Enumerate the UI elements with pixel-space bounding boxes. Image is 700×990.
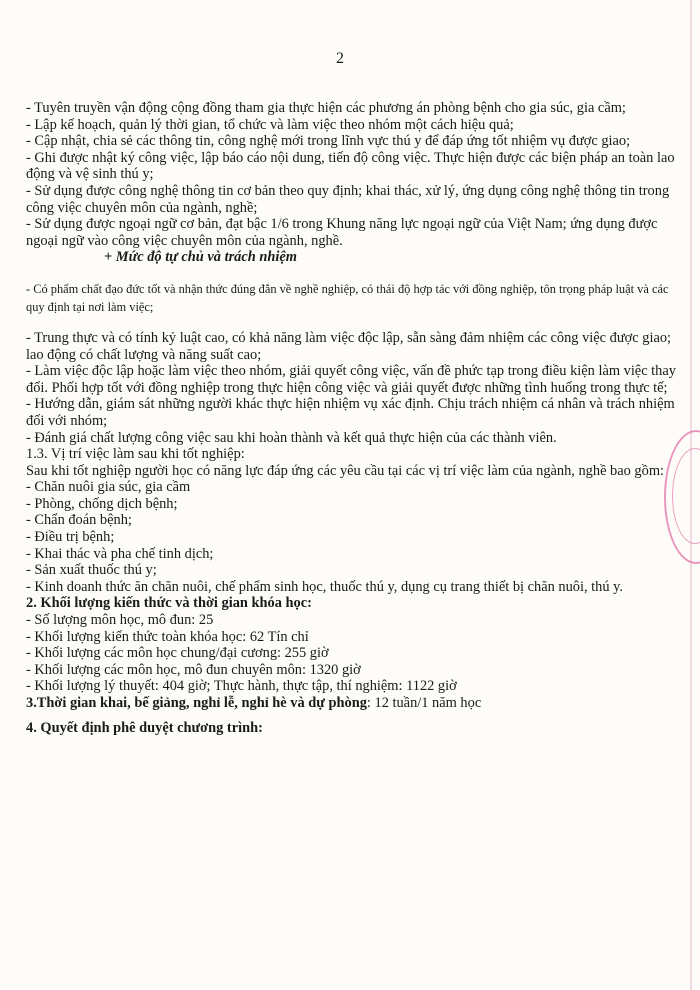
- autonomy-first-item: - Có phẩm chất đạo đức tốt và nhận thức đúng đắn về nghề nghiệp, có thái độ hợp tác với đồng nghiệp, tôn trọng pháp luật và các quy định tại nơi làm việc;: [26, 281, 669, 314]
- jobs-item: - Chẩn đoán bệnh;: [26, 512, 132, 529]
- jobs-item: - Kinh doanh thức ăn chăn nuôi, chế phẩm sinh học, thuốc thú y, dụng cụ trang thiết bị chăn nuôi, thú y.: [26, 578, 624, 595]
- skills-item: - Cập nhật, chia sẻ các thông tin, công nghệ mới trong lĩnh vực thú y để đáp ứng tốt nhiệm vụ được giao;: [26, 133, 631, 150]
- autonomy-item: - Làm việc độc lập hoặc làm việc theo nhóm, giải quyết công việc, vấn đề phức tạp trong điều kiện làm việc thay đổi. Phối hợp tốt với đồng nghiệp trong thực hiện công việc và giải quyết được những tình huống trong thực tế;: [26, 363, 676, 396]
- autonomy-heading: + Mức độ tự chủ và trách nhiệm: [104, 249, 297, 266]
- skills-item: - Sử dụng được công nghệ thông tin cơ bản theo quy định; khai thác, xử lý, ứng dụng công nghệ thông tin trong công việc chuyên môn của ngành, nghề;: [26, 182, 670, 216]
- jobs-item: - Sản xuất thuốc thú y;: [26, 562, 157, 579]
- skills-item: - Ghi được nhật ký công việc, lập báo cáo nội dung, tiến độ công việc. Thực hiện được các biện pháp an toàn lao động và vệ sinh thú y;: [26, 149, 675, 183]
- section3-line: [26, 695, 680, 712]
- skills-item: - Lập kế hoạch, quản lý thời gian, tổ chức và làm việc theo nhóm một cách hiệu quả;: [26, 116, 514, 133]
- section3-value: : 12 tuần/1 năm học: [366, 695, 482, 711]
- section2-item: - Khối lượng các môn học, mô đun chuyên môn: 1320 giờ: [26, 661, 361, 678]
- skills-list: [26, 100, 680, 249]
- section4-heading: 4. Quyết định phê duyệt chương trình:: [26, 719, 263, 736]
- section3-label: 3.Thời gian khai, bế giảng, nghỉ lễ, nghỉ hè và dự phòng: [26, 695, 367, 711]
- section2-item: - Khối lượng lý thuyết: 404 giờ; Thực hành, thực tập, thí nghiệm: 1122 giờ: [26, 678, 457, 695]
- jobs-item: - Khai thác và pha chế tinh dịch;: [26, 545, 214, 562]
- jobs-item: - Điều trị bệnh;: [26, 529, 115, 546]
- jobs-list: [26, 479, 680, 595]
- section2-list: [26, 612, 680, 695]
- section2-item: - Khối lượng các môn học chung/đại cương: 255 giờ: [26, 645, 329, 662]
- jobs-item: - Phòng, chống dịch bệnh;: [26, 495, 178, 512]
- jobs-heading: 1.3. Vị trí việc làm sau khi tốt nghiệp:: [26, 446, 245, 463]
- autonomy-item: - Trung thực và có tính kỷ luật cao, có khả năng làm việc độc lập, sẵn sàng đảm nhiệm các công việc được giao; lao động có chất lượng và năng suất cao;: [26, 329, 672, 363]
- section2-heading: 2. Khối lượng kiến thức và thời gian khóa học:: [26, 595, 312, 612]
- autonomy-list: [26, 330, 680, 446]
- skills-item: - Sử dụng được ngoại ngữ cơ bản, đạt bậc 1/6 trong Khung năng lực ngoại ngữ của Việt Nam; ứng dụng được ngoại ngữ vào công việc chuyên môn của ngành, nghề.: [26, 216, 658, 249]
- section2-item: - Khối lượng kiến thức toàn khóa học: 62 Tín chỉ: [26, 628, 309, 645]
- document-body: [26, 100, 680, 736]
- autonomy-item: - Hướng dẫn, giám sát những người khác thực hiện nhiệm vụ xác định. Chịu trách nhiệm cá nhân và trách nhiệm đối với nhóm;: [26, 396, 675, 429]
- skills-item: - Tuyên truyền vận động cộng đồng tham gia thực hiện các phương án phòng bệnh cho gia súc, gia cầm;: [26, 100, 626, 116]
- page-number: 2: [336, 50, 344, 67]
- section2-item: - Số lượng môn học, mô đun: 25: [26, 612, 214, 629]
- autonomy-item: - Đánh giá chất lượng công việc sau khi hoàn thành và kết quả thực hiện của các thành viên.: [26, 429, 557, 446]
- jobs-intro: Sau khi tốt nghiệp người học có năng lực đáp ứng các yêu cầu tại các vị trí việc làm của ngành, nghề bao gồm:: [26, 462, 665, 479]
- jobs-item: - Chăn nuôi gia súc, gia cầm: [26, 479, 191, 496]
